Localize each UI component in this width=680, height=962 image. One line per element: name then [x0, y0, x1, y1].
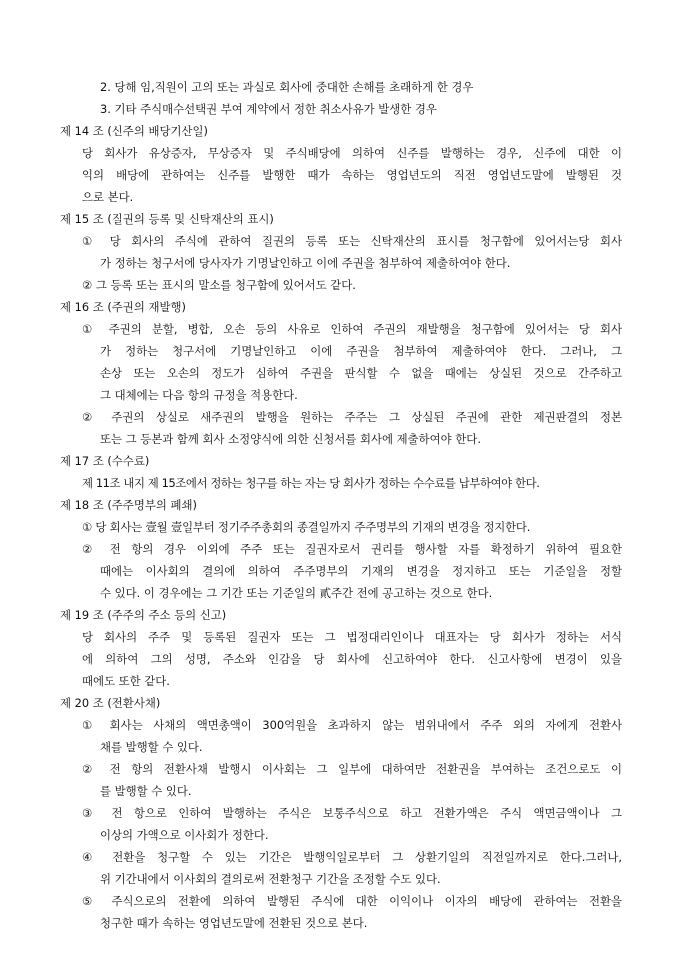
- article-16-item-2: 또는 그 등본과 함께 회사 소정양식에 의한 신청서를 회사에 제출하여야 한다.: [100, 432, 481, 446]
- article-18-item-2: 수 있다. 이 경우에는 그 기간 또는 기준일의 貳주간 전에 공고하는 것으로 한다.: [100, 586, 493, 600]
- article-20-item-2: 를 발행할 수 있다.: [100, 784, 192, 798]
- article-20-item-5: 청구한 때가 속하는 영업년도말에 전환된 것으로 본다.: [100, 916, 368, 930]
- clause-item-3: 3. 기타 주식매수선택권 부여 계약에서 정한 취소사유가 발생한 경우: [100, 102, 437, 116]
- clause-item-2: 2. 당해 임,직원이 고의 또는 과실로 회사에 중대한 손해를 초래하게 한 경우: [100, 80, 474, 94]
- article-heading-18: 제 18 조 (주주명부의 폐쇄): [60, 498, 197, 512]
- article-16-item-1: ① 주권의 분할, 병합, 오손 등의 사유로 인하여 주권의 재발행을 청구함에 있어서는 당 회사: [82, 322, 622, 336]
- article-14-text: 으로 본다.: [82, 190, 134, 204]
- article-20-item-1: 채를 발행할 수 있다.: [100, 740, 203, 754]
- article-18-item-1: ① 당 회사는 壹월 壹일부터 정기주주총회의 종결일까지 주주명부의 기재의 변경을 정지한다.: [82, 520, 531, 534]
- article-heading-20: 제 20 조 (전환사채): [60, 696, 161, 710]
- article-18-item-2: 때에는 이사회의 결의에 의하여 주주명부의 기재의 변경을 정지하고 또는 기준일을 정할: [100, 564, 622, 578]
- article-16-item-1: 손상 또는 오손의 정도가 심하여 주권을 판식할 수 없을 때에는 상실된 것으로 간주하고: [100, 366, 622, 380]
- article-20-item-1: ① 회사는 사채의 액면총액이 300억원을 초과하지 않는 범위내에서 주주 외의 자에게 전환사: [82, 718, 622, 732]
- article-18-item-2: ② 전 항의 경우 이외에 주주 또는 질권자로서 권리를 행사할 자를 확정하기 위하여 필요한: [82, 542, 622, 556]
- article-14-text: 당 회사가 유상증자, 무상증자 및 주식배당에 의하여 신주를 발행하는 경우, 신주에 대한 이: [82, 146, 622, 160]
- article-heading-15: 제 15 조 (질권의 등록 및 신탁재산의 표시): [60, 212, 274, 226]
- article-20-item-4: 위 기간내에서 이사회의 결의로써 전환청구 기간을 조정할 수도 있다.: [100, 872, 441, 886]
- article-19-text: 당 회사의 주주 및 등록된 질권자 또는 그 법정대리인이나 대표자는 당 회사가 정하는 서식: [82, 630, 622, 644]
- article-15-item-1: ① 당 회사의 주식에 관하여 질권의 등록 또는 신탁재산의 표시를 청구함에 있어서는당 회사: [82, 234, 622, 248]
- article-17-text: 제 11조 내지 제 15조에서 정하는 청구를 하는 자는 당 회사가 정하는 수수료를 납부하여야 한다.: [82, 476, 540, 490]
- article-20-item-5: ⑤ 주식으로의 전환에 의하여 발행된 주식에 대한 이익이나 이자의 배당에 관하여는 전환을: [82, 894, 622, 908]
- article-20-item-4: ④ 전환을 청구할 수 있는 기간은 발행익일로부터 그 상환기일의 직전일까지로 한다.그러나,: [82, 850, 622, 864]
- article-heading-19: 제 19 조 (주주의 주소 등의 신고): [60, 608, 227, 622]
- article-20-item-2: ② 전 항의 전환사채 발행시 이사회는 그 일부에 대하여만 전환권을 부여하는 조건으로도 이: [82, 762, 622, 776]
- article-heading-16: 제 16 조 (주권의 재발행): [60, 300, 186, 314]
- article-14-text: 익의 배당에 관하여는 신주를 발행한 때가 속하는 영업년도의 직전 영업년도말에 발행된 것: [82, 168, 622, 182]
- article-16-item-1: 가 정하는 청구서에 기명날인하고 이에 주권을 첨부하여 제출하여야 한다. 그러나, 그: [100, 344, 622, 358]
- article-20-item-3: ③ 전 항으로 인하여 발행하는 주식은 보통주식으로 하고 전환가액은 주식 액면금액이나 그: [82, 806, 622, 820]
- article-heading-17: 제 17 조 (수수료): [60, 454, 150, 468]
- article-19-text: 에 의하여 그의 성명, 주소와 인감을 당 회사에 신고하여야 한다. 신고사항에 변경이 있을: [82, 652, 622, 666]
- article-heading-14: 제 14 조 (신주의 배당기산일): [60, 124, 208, 138]
- article-20-item-3: 이상의 가액으로 이사회가 정한다.: [100, 828, 269, 842]
- article-19-text: 때에도 또한 같다.: [82, 674, 170, 688]
- article-16-item-2: ② 주권의 상실로 새주권의 발행을 원하는 주주는 그 상실된 주권에 관한 제권판결의 정본: [82, 410, 622, 424]
- article-15-item-2: ② 그 등록 또는 표시의 말소를 청구함에 있어서도 같다.: [82, 278, 356, 292]
- article-16-item-1: 그 대체에는 다음 항의 규정을 적용한다.: [100, 388, 298, 402]
- article-15-item-1: 가 정하는 청구서에 당사자가 기명날인하고 이에 주권을 첨부하여 제출하여야 한다.: [100, 256, 511, 270]
